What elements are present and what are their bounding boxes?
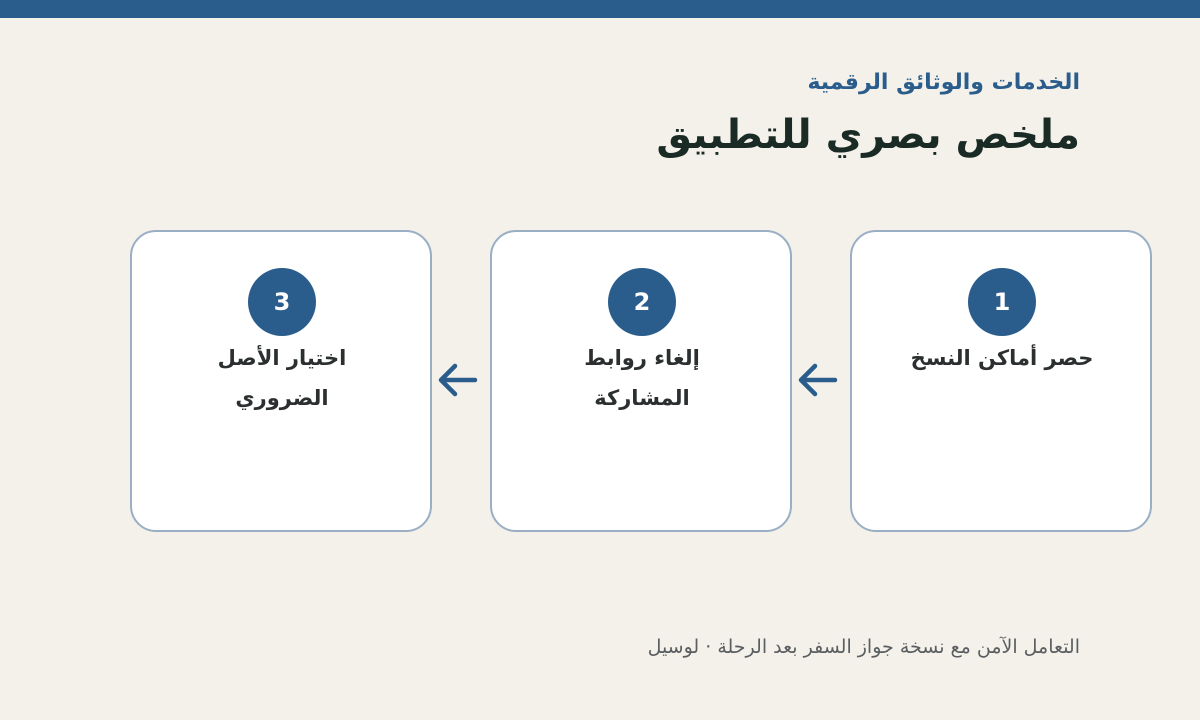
step-label: اختيار الأصل الضروري	[217, 346, 347, 410]
step-label: إلغاء روابط المشاركة	[584, 346, 700, 410]
step-card-1	[850, 230, 1152, 532]
top-accent-bar	[0, 0, 1200, 18]
step-number-badge: 1	[968, 268, 1036, 336]
step-number-badge: 3	[248, 268, 316, 336]
arrow-left-icon	[435, 360, 479, 400]
step-number-badge: 2	[608, 268, 676, 336]
step-card-3	[130, 230, 432, 532]
footer-caption: التعامل الآمن مع نسخة جواز السفر بعد الرحلة · لوسيل	[647, 636, 1080, 658]
step-card-2	[490, 230, 792, 532]
section-kicker: الخدمات والوثائق الرقمية	[807, 70, 1080, 95]
arrow-left-icon	[795, 360, 839, 400]
page-title: ملخص بصري للتطبيق	[656, 112, 1080, 158]
step-label: حصر أماكن النسخ	[910, 346, 1094, 370]
